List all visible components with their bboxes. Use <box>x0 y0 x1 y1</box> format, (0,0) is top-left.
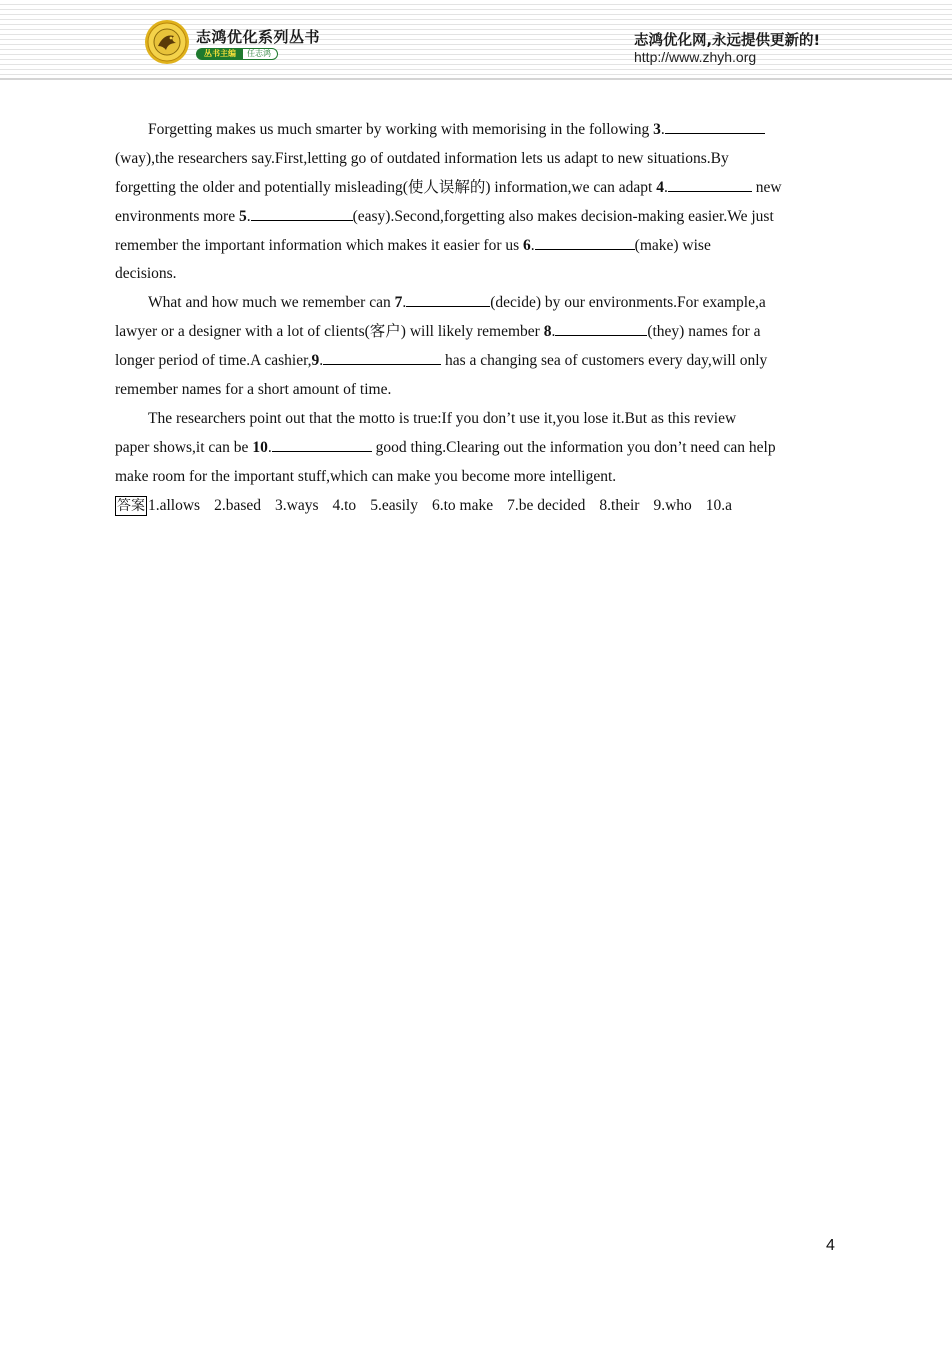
answer-item: 4.to <box>332 496 357 514</box>
answer-item: 1.allows <box>148 496 201 514</box>
answer-blank[interactable] <box>555 320 647 336</box>
blank-number: 4 <box>656 178 664 196</box>
passage-line: lawyer or a designer with a lot of clients(客户) will likely remember 8. (they) names for a <box>115 318 839 347</box>
passage-line: Forgetting makes us much smarter by working with memorising in the following 3. <box>115 116 839 145</box>
passage <box>115 116 839 520</box>
text-segment: lawyer or a designer with a lot of clients(客户) will likely remember <box>115 323 544 341</box>
blank-number: 3 <box>653 121 661 138</box>
text-segment: paper shows,it can be <box>115 438 253 456</box>
answer-label: 答案 <box>117 497 145 514</box>
blank-number: 9 <box>311 352 320 370</box>
series-title: 志鸿优化系列丛书 <box>196 28 321 46</box>
answer-item: 2.based <box>214 496 262 514</box>
text-segment: good thing.Clearing out the information you don’t need can help <box>371 438 776 456</box>
page-number: 4 <box>826 1237 835 1254</box>
passage-line: remember names for a short amount of time. <box>115 381 392 399</box>
answer-blank[interactable] <box>668 176 752 192</box>
editor-badge <box>196 48 278 60</box>
answer-blank[interactable] <box>535 234 635 250</box>
answer-blank[interactable] <box>272 436 372 452</box>
answer-item: 10.a <box>705 496 733 514</box>
text-segment: (make) wise <box>634 236 711 254</box>
series-logo-icon <box>144 19 190 65</box>
answer-blank[interactable] <box>323 349 441 365</box>
passage-line: environments more 5. (easy).Second,forgetting also makes decision-making easier.We just <box>115 203 839 232</box>
answer-item: 7.be decided <box>507 496 586 514</box>
site-slogan: 志鸿优化网,永远提供更新的! <box>634 33 821 49</box>
text-segment: What and how much we remember can <box>148 294 395 312</box>
answer-item: 9.who <box>653 496 692 514</box>
answer-item: 3.ways <box>275 496 319 514</box>
blank-number: 8 <box>543 323 552 341</box>
passage-line: The researchers point out that the motto is true:If you don’t use it,you lose it.But as this review <box>148 409 737 427</box>
editor-role: 丛书主编 <box>196 48 242 60</box>
passage-line: longer period of time.A cashier,9. has a changing sea of customers every day,will only <box>115 347 839 376</box>
passage-line: decisions. <box>115 265 177 283</box>
answer-key <box>115 492 839 521</box>
blank-number: 10 <box>252 438 268 456</box>
editor-name: 任志鸿 <box>242 48 278 60</box>
blank-number: 5 <box>238 207 247 225</box>
text-segment: (they) names for a <box>647 323 761 341</box>
answer-item: 8.their <box>599 496 640 514</box>
text-segment: new <box>751 178 782 196</box>
text-segment: Forgetting makes us much smarter by working with memorising in the following <box>148 121 654 138</box>
text-segment: longer period of time.A cashier, <box>115 352 312 370</box>
passage-line: (way),the researchers say.First,letting go of outdated information lets us adapt to new situations.By <box>115 149 729 167</box>
text-segment: (easy).Second,forgetting also makes decision-making easier.We just <box>352 207 774 225</box>
passage-line: forgetting the older and potentially misleading(使人误解的) information,we can adapt 4. new <box>115 174 839 203</box>
passage-line: paper shows,it can be 10. good thing.Clearing out the information you don’t need can help <box>115 434 839 463</box>
header-divider <box>0 78 952 80</box>
passage-line: remember the important information which makes it easier for us 6. (make) wise <box>115 232 839 261</box>
site-url-link[interactable]: http://www.zhyh.org <box>634 49 757 65</box>
blank-number: 6 <box>523 236 531 254</box>
text-segment: environments more <box>115 207 239 225</box>
passage-line: What and how much we remember can 7. (decide) by our environments.For example,a <box>115 289 839 318</box>
text-segment: remember the important information which makes it easier for us <box>115 236 524 254</box>
answer-blank[interactable] <box>406 291 490 307</box>
text-segment: has a changing sea of customers every day,will only <box>441 352 768 370</box>
passage-line: make room for the important stuff,which can make you become more intelligent. <box>115 467 617 485</box>
text-segment: forgetting the older and potentially misleading(使人误解的) information,we can adapt <box>115 178 657 196</box>
answer-blank[interactable] <box>665 118 765 134</box>
answer-blank[interactable] <box>251 205 353 221</box>
answer-item: 5.easily <box>370 496 418 514</box>
answer-item: 6.to make <box>431 496 494 514</box>
text-segment: (decide) by our environments.For example,a <box>490 294 766 312</box>
blank-number: 7 <box>394 294 403 312</box>
